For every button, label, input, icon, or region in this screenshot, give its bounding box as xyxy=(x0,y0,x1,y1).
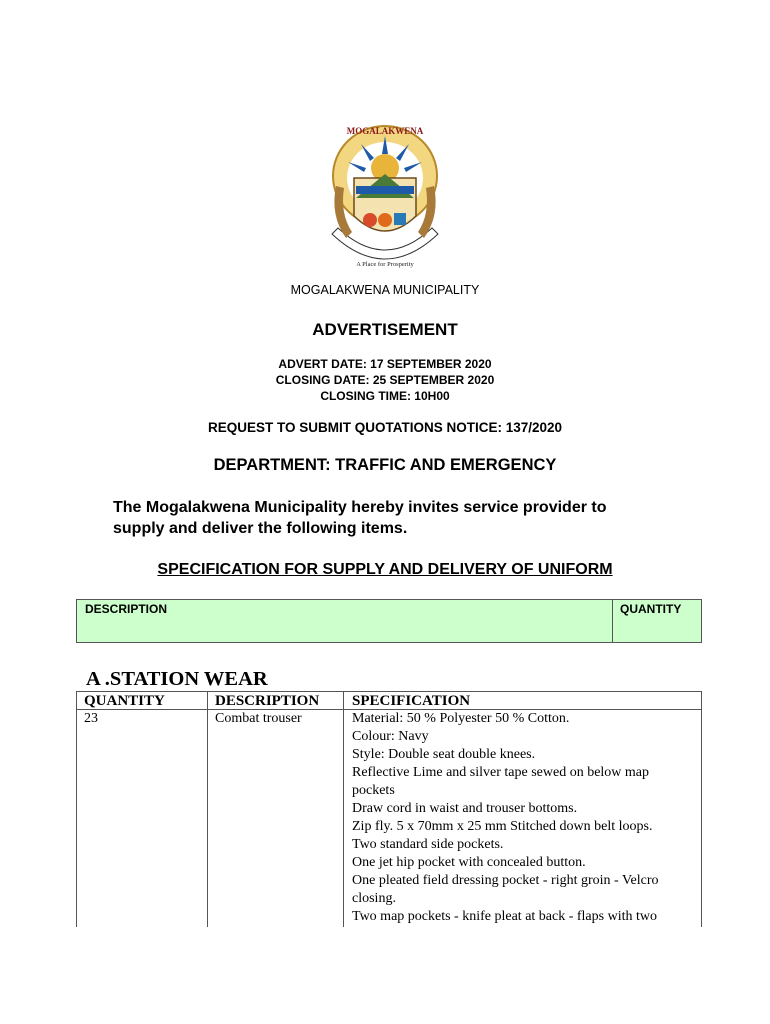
summary-description-header: DESCRIPTION xyxy=(85,602,168,616)
quantity-column-header: QUANTITY xyxy=(84,693,165,709)
advert-date: ADVERT DATE: 17 SEPTEMBER 2020 xyxy=(278,357,492,371)
crest-motto: A Place for Prosperity xyxy=(356,261,414,268)
municipality-name: MOGALAKWENA MUNICIPALITY xyxy=(290,283,480,297)
crest-top-text: MOGALAKWENA xyxy=(346,126,424,136)
spec-line: Material: 50 % Polyester 50 % Cotton. xyxy=(352,711,570,726)
spec-line: One jet hip pocket with concealed button. xyxy=(352,855,586,870)
spec-line: Reflective Lime and silver tape sewed on below map xyxy=(352,765,650,780)
summary-table xyxy=(76,599,702,643)
intro-paragraph xyxy=(113,497,713,539)
spec-line: pockets xyxy=(352,783,395,798)
specification-column-header: SPECIFICATION xyxy=(352,693,471,709)
spec-line: closing. xyxy=(352,891,396,906)
row-description: Combat trouser xyxy=(215,711,302,726)
closing-time: CLOSING TIME: 10H00 xyxy=(320,389,450,403)
spec-line: Draw cord in waist and trouser bottoms. xyxy=(352,801,578,816)
column-divider xyxy=(343,692,344,927)
spec-line: Two standard side pockets. xyxy=(352,837,504,852)
spec-line: One pleated field dressing pocket - right groin - Velcro xyxy=(352,873,659,888)
intro-line: supply and deliver the following items. xyxy=(113,520,408,537)
request-notice: REQUEST TO SUBMIT QUOTATIONS NOTICE: 137/2020 xyxy=(207,420,563,435)
municipal-crest-logo xyxy=(326,116,444,280)
row-specification xyxy=(352,710,658,926)
department-heading: DEPARTMENT: TRAFFIC AND EMERGENCY xyxy=(213,456,557,474)
dates-block xyxy=(0,356,770,404)
spec-line: Style: Double seat double knees. xyxy=(352,747,536,762)
closing-date: CLOSING DATE: 25 SEPTEMBER 2020 xyxy=(275,373,495,387)
summary-description-cell xyxy=(77,600,613,642)
spec-line: Two map pockets - knife pleat at back - flaps with two xyxy=(352,909,657,924)
column-divider xyxy=(207,692,208,927)
description-column-header: DESCRIPTION xyxy=(215,693,320,709)
spec-line: Zip fly. 5 x 70mm x 25 mm Stitched down belt loops. xyxy=(352,819,653,834)
items-table xyxy=(76,691,702,927)
summary-quantity-header: QUANTITY xyxy=(620,602,682,616)
spec-line: Colour: Navy xyxy=(352,729,429,744)
row-quantity: 23 xyxy=(84,711,98,726)
document-title: ADVERTISEMENT xyxy=(312,320,458,339)
specification-heading: SPECIFICATION FOR SUPPLY AND DELIVERY OF UNIFORM xyxy=(157,561,613,578)
intro-line: The Mogalakwena Municipality hereby invites service provider to xyxy=(113,499,607,516)
section-title: A .STATION WEAR xyxy=(86,668,268,690)
